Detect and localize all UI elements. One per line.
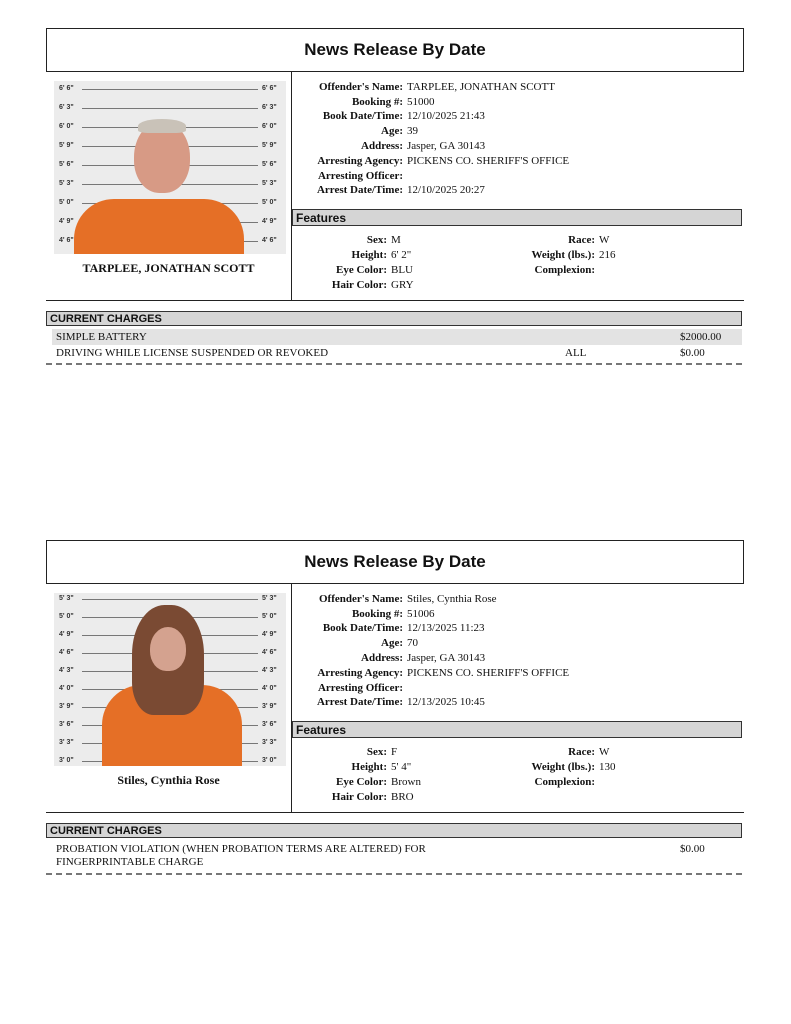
feature-value: 6' 2" (391, 249, 412, 261)
charges-header: CURRENT CHARGES (46, 311, 742, 326)
features-header: Features (292, 209, 742, 226)
height-mark: 4' 3" (59, 667, 74, 674)
offender-info (292, 583, 744, 723)
field-value: PICKENS CO. SHERIFF'S OFFICE (407, 155, 570, 167)
height-mark: 5' 3" (262, 595, 277, 602)
height-mark: 6' 3" (59, 104, 74, 111)
field-value: PICKENS CO. SHERIFF'S OFFICE (407, 667, 570, 679)
feature-label: Height: (351, 761, 387, 773)
height-mark: 4' 6" (262, 237, 277, 244)
feature-label: Hair Color: (331, 279, 387, 291)
height-mark: 6' 0" (262, 123, 277, 130)
feature-value: F (391, 746, 398, 758)
feature-value: M (391, 234, 401, 246)
release-body (46, 583, 744, 813)
height-mark: 3' 6" (59, 721, 74, 728)
height-mark: 6' 6" (59, 85, 74, 92)
field-label: Arresting Agency: (317, 667, 403, 679)
feature-label: Weight (lbs.): (531, 761, 595, 773)
field-label: Book Date/Time: (322, 622, 403, 634)
charge-description: DRIVING WHILE LICENSE SUSPENDED OR REVOKED (56, 347, 329, 359)
height-mark: 6' 6" (262, 85, 277, 92)
feature-label: Hair Color: (331, 791, 387, 803)
charges-header: CURRENT CHARGES (46, 823, 742, 838)
height-mark: 3' 6" (262, 721, 277, 728)
field-value: 51000 (407, 96, 435, 108)
field-label: Arresting Officer: (317, 170, 403, 182)
field-label: Arrest Date/Time: (316, 184, 403, 196)
feature-label: Sex: (366, 746, 387, 758)
release-header: News Release By Date (46, 28, 744, 72)
height-mark: 5' 3" (59, 595, 74, 602)
field-value: TARPLEE, JONATHAN SCOTT (407, 81, 555, 93)
field-value: 12/13/2025 11:23 (407, 622, 485, 634)
record-divider (46, 873, 742, 875)
field-label: Booking #: (351, 96, 403, 108)
height-mark: 5' 0" (262, 199, 277, 206)
photo-caption: Stiles, Cynthia Rose (117, 773, 220, 787)
height-mark: 4' 6" (262, 649, 277, 656)
field-value: Jasper, GA 30143 (407, 140, 486, 152)
field-label: Age: (381, 125, 403, 137)
feature-value: Brown (391, 776, 421, 788)
release-header: News Release By Date (46, 540, 744, 584)
photo-column (46, 71, 292, 300)
feature-label: Complexion: (534, 776, 595, 788)
feature-value: W (599, 746, 610, 758)
field-label: Address: (361, 652, 403, 664)
height-mark: 3' 3" (59, 739, 74, 746)
field-label: Booking #: (351, 608, 403, 620)
feature-label: Weight (lbs.): (531, 249, 595, 261)
field-value: 12/13/2025 10:45 (407, 696, 485, 708)
feature-label: Complexion: (534, 264, 595, 276)
feature-value: GRY (391, 279, 414, 291)
feature-value: 216 (599, 249, 616, 261)
charge-amount: $2000.00 (680, 331, 722, 343)
feature-label: Sex: (366, 234, 387, 246)
charge-row (52, 346, 742, 362)
charge-amount: $0.00 (680, 347, 705, 359)
field-label: Age: (381, 637, 403, 649)
feature-value: BLU (391, 264, 413, 276)
height-mark: 5' 0" (262, 613, 277, 620)
height-mark: 4' 6" (59, 237, 74, 244)
field-label: Address: (361, 140, 403, 152)
feature-label: Eye Color: (335, 264, 387, 276)
charge-extra: ALL (565, 347, 587, 359)
feature-value: BRO (391, 791, 414, 803)
mugshot-photo (54, 593, 286, 766)
height-mark: 5' 0" (59, 613, 74, 620)
height-mark: 5' 6" (262, 161, 277, 168)
photo-caption: TARPLEE, JONATHAN SCOTT (82, 261, 255, 275)
height-mark: 6' 0" (59, 123, 74, 130)
field-value: Stiles, Cynthia Rose (407, 593, 497, 605)
field-label: Offender's Name: (318, 81, 403, 93)
height-mark: 4' 3" (262, 667, 277, 674)
offender-info (292, 71, 744, 211)
field-label: Arresting Agency: (317, 155, 403, 167)
charge-amount: $0.00 (680, 843, 705, 855)
field-value: 39 (407, 125, 418, 137)
height-mark: 4' 0" (59, 685, 74, 692)
field-value: 12/10/2025 21:43 (407, 110, 485, 122)
field-value: 51006 (407, 608, 435, 620)
release-body (46, 71, 744, 301)
mugshot-photo (54, 81, 286, 254)
height-mark: 5' 9" (59, 142, 74, 149)
charge-description: SIMPLE BATTERY (56, 331, 147, 343)
field-value: Jasper, GA 30143 (407, 652, 486, 664)
photo-column (46, 583, 292, 812)
field-label: Offender's Name: (318, 593, 403, 605)
feature-label: Eye Color: (335, 776, 387, 788)
height-mark: 3' 9" (59, 703, 74, 710)
feature-label: Height: (351, 249, 387, 261)
height-mark: 3' 3" (262, 739, 277, 746)
height-mark: 5' 6" (59, 161, 74, 168)
field-value: 70 (407, 637, 418, 649)
feature-value: W (599, 234, 610, 246)
charge-row (52, 842, 742, 870)
height-mark: 6' 3" (262, 104, 277, 111)
charge-row (52, 329, 742, 345)
field-value: 12/10/2025 20:27 (407, 184, 485, 196)
height-mark: 3' 9" (262, 703, 277, 710)
height-mark: 4' 9" (262, 218, 277, 225)
field-label: Arrest Date/Time: (316, 696, 403, 708)
height-mark: 4' 0" (262, 685, 277, 692)
feature-label: Race: (568, 234, 595, 246)
field-label: Book Date/Time: (322, 110, 403, 122)
height-mark: 5' 3" (262, 180, 277, 187)
height-mark: 4' 6" (59, 649, 74, 656)
height-mark: 4' 9" (59, 218, 74, 225)
height-mark: 4' 9" (262, 631, 277, 638)
feature-value: 130 (599, 761, 616, 773)
height-mark: 5' 3" (59, 180, 74, 187)
height-mark: 3' 0" (262, 757, 277, 764)
feature-value: 5' 4" (391, 761, 412, 773)
charge-description: PROBATION VIOLATION (WHEN PROBATION TERMS ARE ALTERED) FOR FINGERPRINTABLE CHARGE (56, 843, 426, 868)
height-mark: 5' 0" (59, 199, 74, 206)
feature-label: Race: (568, 746, 595, 758)
height-mark: 4' 9" (59, 631, 74, 638)
features-header: Features (292, 721, 742, 738)
height-mark: 3' 0" (59, 757, 74, 764)
record-divider (46, 363, 742, 365)
field-label: Arresting Officer: (317, 682, 403, 694)
height-mark: 5' 9" (262, 142, 277, 149)
